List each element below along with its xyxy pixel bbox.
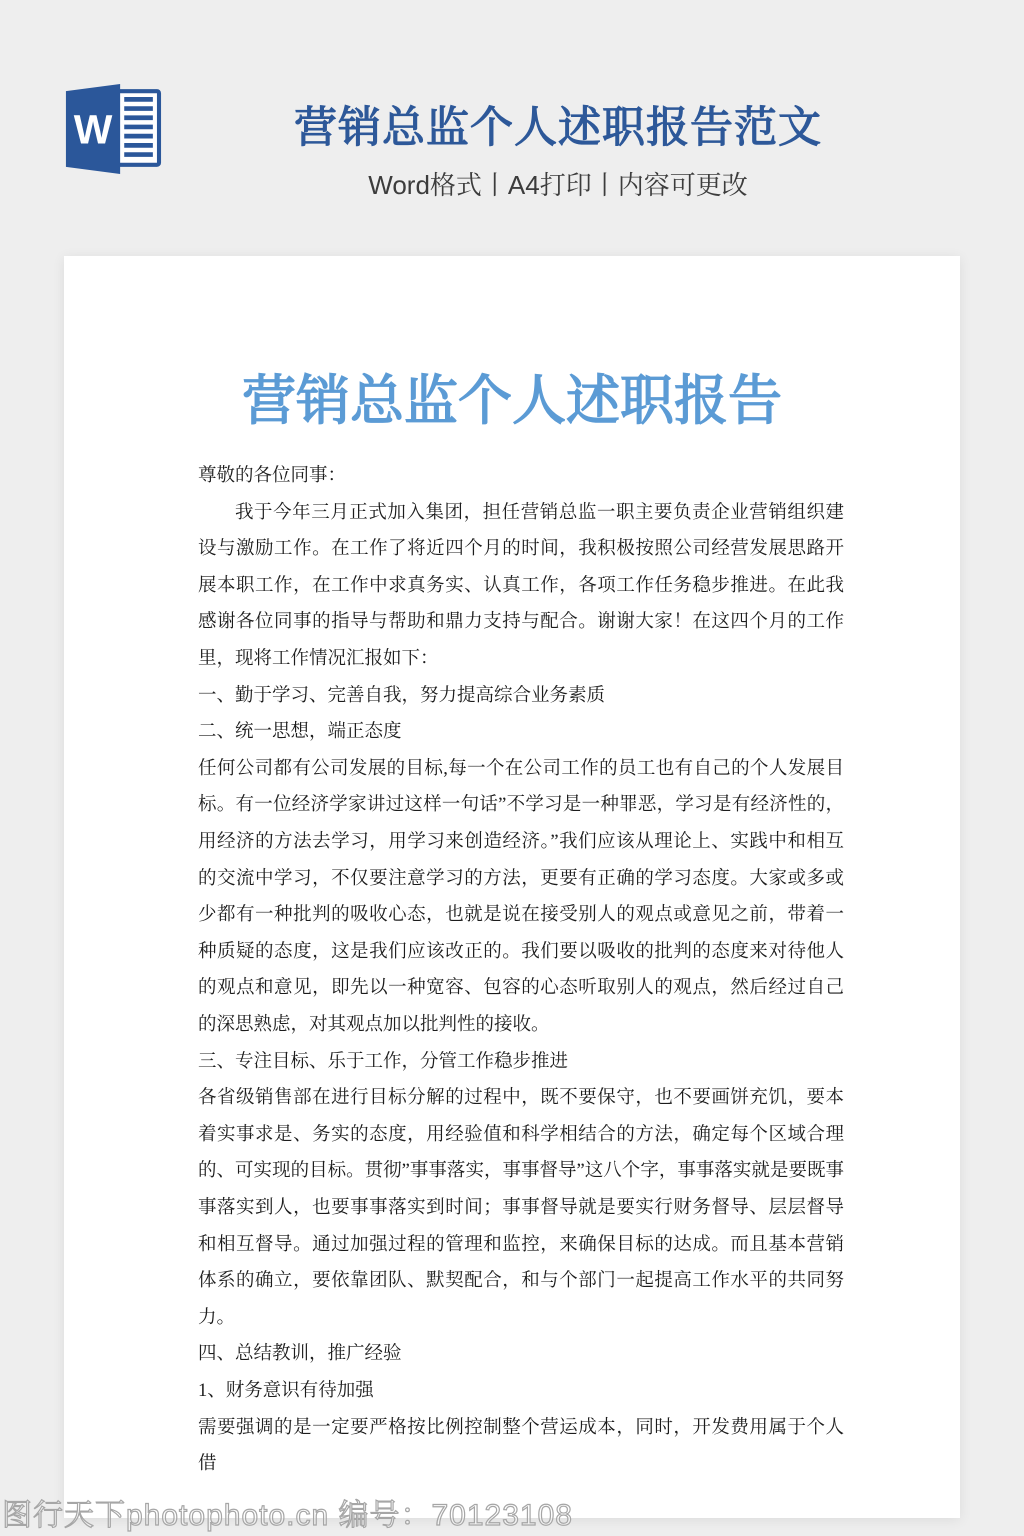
- paragraph: 一、勤于学习、完善自我，努力提高综合业务素质: [198, 685, 606, 706]
- paragraph: 我于今年三月正式加入集团，担任营销总监一职主要负责企业营销组织建设与激励工作。在工作了将近四个月的时间，我积极按照公司经营发展思路开展本职工作，在工作中求真务实、认真工作，各项工作任务稳步推进。在此我感谢各位同事的指导与帮助和鼎力支持与配合。谢谢大家！在这四个月的工作里，现将工作情况汇报如下：: [198, 502, 844, 670]
- header: [0, 0, 1024, 256]
- document-body: [198, 458, 844, 1483]
- paragraph: 尊敬的各位同事：: [198, 466, 347, 487]
- paragraph: 1、财务意识有待加强: [198, 1380, 374, 1401]
- paragraph: 需要强调的是一定要严格按比例控制整个营运成本，同时，开发费用属于个人借: [198, 1417, 844, 1475]
- watermark: 图行天下photophoto.cn 编号：70123108: [2, 1499, 573, 1532]
- paragraph: 二、统一思想，端正态度: [198, 722, 402, 743]
- paragraph: 任何公司都有公司发展的目标,每一个在公司工作的员工也有自己的个人发展目标。有一位经济学家讲过这样一句话”不学习是一种罪恶，学习是有经济性的，用经济的方法去学习，用学习来创造经济。”我们应该从理论上、实践中和相互的交流中学习，不仅要注意学习的方法，更要有正确的学习态度。大家或多或少都有一种批判的吸收心态，也就是说在接受别人的观点或意见之前，带着一种质疑的态度，这是我们应该改正的。我们要以吸收的批判的态度来对待他人的观点和意见，即先以一种宽容、包容的心态听取别人的观点，然后经过自己的深思熟虑，对其观点加以批判性的接收。: [198, 758, 844, 1035]
- header-text: [92, 0, 1024, 202]
- word-icon-letter: W: [73, 106, 113, 153]
- paragraph: 四、总结教训，推广经验: [198, 1344, 402, 1365]
- document-title: 营销总监个人述职报告: [242, 371, 782, 431]
- paragraph: 各省级销售部在进行目标分解的过程中，既不要保守，也不要画饼充饥，要本着实事求是、务实的态度，用经验值和科学相结合的方法，确定每个区域合理的、可实现的目标。贯彻”事事落实，事事督导”这八个字，事事落实就是要既事事落实到人，也要事事落实到时间；事事督导就是要实行财务督导、层层督导和相互督导。通过加强过程的管理和监控，来确保目标的达成。而且基本营销体系的确立，要依靠团队、默契配合，和与个部门一起提高工作水平的共同努力。: [198, 1088, 844, 1328]
- paragraph: 三、专注目标、乐于工作，分管工作稳步推进: [198, 1051, 569, 1072]
- header-subtitle: Word格式丨A4打印丨内容可更改: [368, 170, 748, 200]
- document-page: [64, 256, 960, 1518]
- header-title: 营销总监个人述职报告范文: [294, 104, 822, 152]
